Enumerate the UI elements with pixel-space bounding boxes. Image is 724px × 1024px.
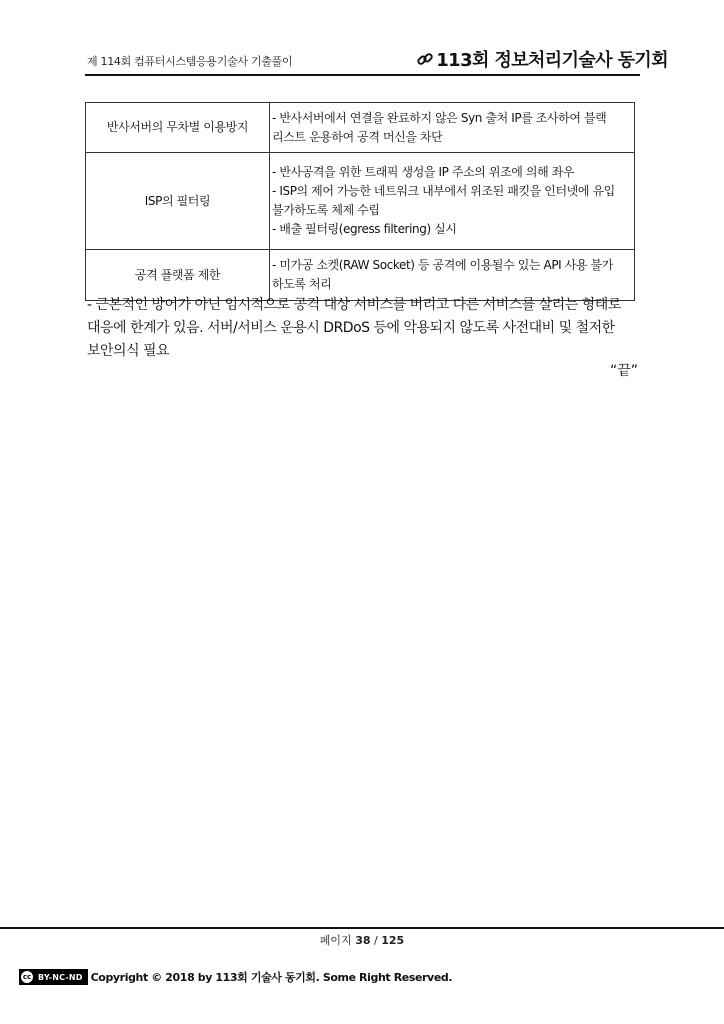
defense-name: 공격 플랫폼 제한: [86, 250, 270, 301]
page-footer: [19, 969, 452, 985]
description-line: - 미가공 소켓(RAW Socket) 등 공격에 이용될수 있는 API 사용 불가: [272, 258, 613, 272]
header-divider: [85, 74, 640, 76]
table-row: [86, 103, 635, 153]
description-line: - ISP의 제어 가능한 네트워크 내부에서 위조된 패킷을 인터넷에 유입: [272, 184, 615, 198]
description-line: - 배출 필터링(egress filtering) 실시: [272, 222, 457, 236]
group-title: [416, 46, 668, 72]
copyright-text: Copyright © 2018 by 113회 기술사 동기회. Some Right Reserved.: [90, 971, 453, 984]
license-badge: [19, 969, 88, 985]
defense-table: [85, 102, 635, 301]
pagination: [0, 932, 724, 948]
defense-description: [270, 250, 635, 301]
table-row: [86, 250, 635, 301]
description-line: - 반사서버에서 연결을 완료하지 않은 Syn 출처 IP를 조사하여 블랙: [272, 110, 607, 125]
summary-line: 대응에 한계가 있음. 서버/서비스 운용시 DRDoS 등에 악용되지 않도록 사전대비 및 철저한: [87, 320, 615, 336]
defense-name: ISP의 필터링: [86, 153, 270, 250]
current-page: 38: [355, 934, 371, 947]
link-icon: [416, 50, 434, 68]
defense-name: 반사서버의 무차별 이용방지: [86, 103, 270, 153]
description-line: 리스트 운용하여 공격 머신을 차단: [272, 129, 443, 144]
description-line: 불가하도록 체제 수립: [272, 203, 380, 217]
description-line: - 반사공격을 위한 트래픽 생성을 IP 주소의 위조에 의해 좌우: [272, 165, 575, 179]
total-pages: 125: [381, 934, 405, 947]
end-mark: “끝”: [609, 363, 638, 379]
group-title-text: 113회 정보처리기술사 동기회: [436, 50, 668, 71]
defense-description: [270, 103, 635, 153]
summary-line: - 근본적인 방어가 아닌 임시적으로 공격 대상 서비스를 버리고 다른 서비스를 살리는 형태로: [87, 297, 621, 313]
description-line: 하도록 처리: [272, 277, 332, 291]
cc-icon: cc: [20, 970, 34, 984]
footer-divider: [0, 927, 724, 929]
page-label: 페이지: [319, 934, 352, 947]
exam-title: 제 114회 컴퓨터시스템응용기술사 기출풀이: [87, 55, 293, 68]
summary-paragraph: [87, 294, 640, 363]
license-text: BY-NC-ND: [38, 972, 83, 982]
defense-description: [270, 153, 635, 250]
table-row: [86, 153, 635, 250]
page-separator: /: [374, 934, 378, 947]
summary-line: 보안의식 필요: [87, 343, 170, 359]
